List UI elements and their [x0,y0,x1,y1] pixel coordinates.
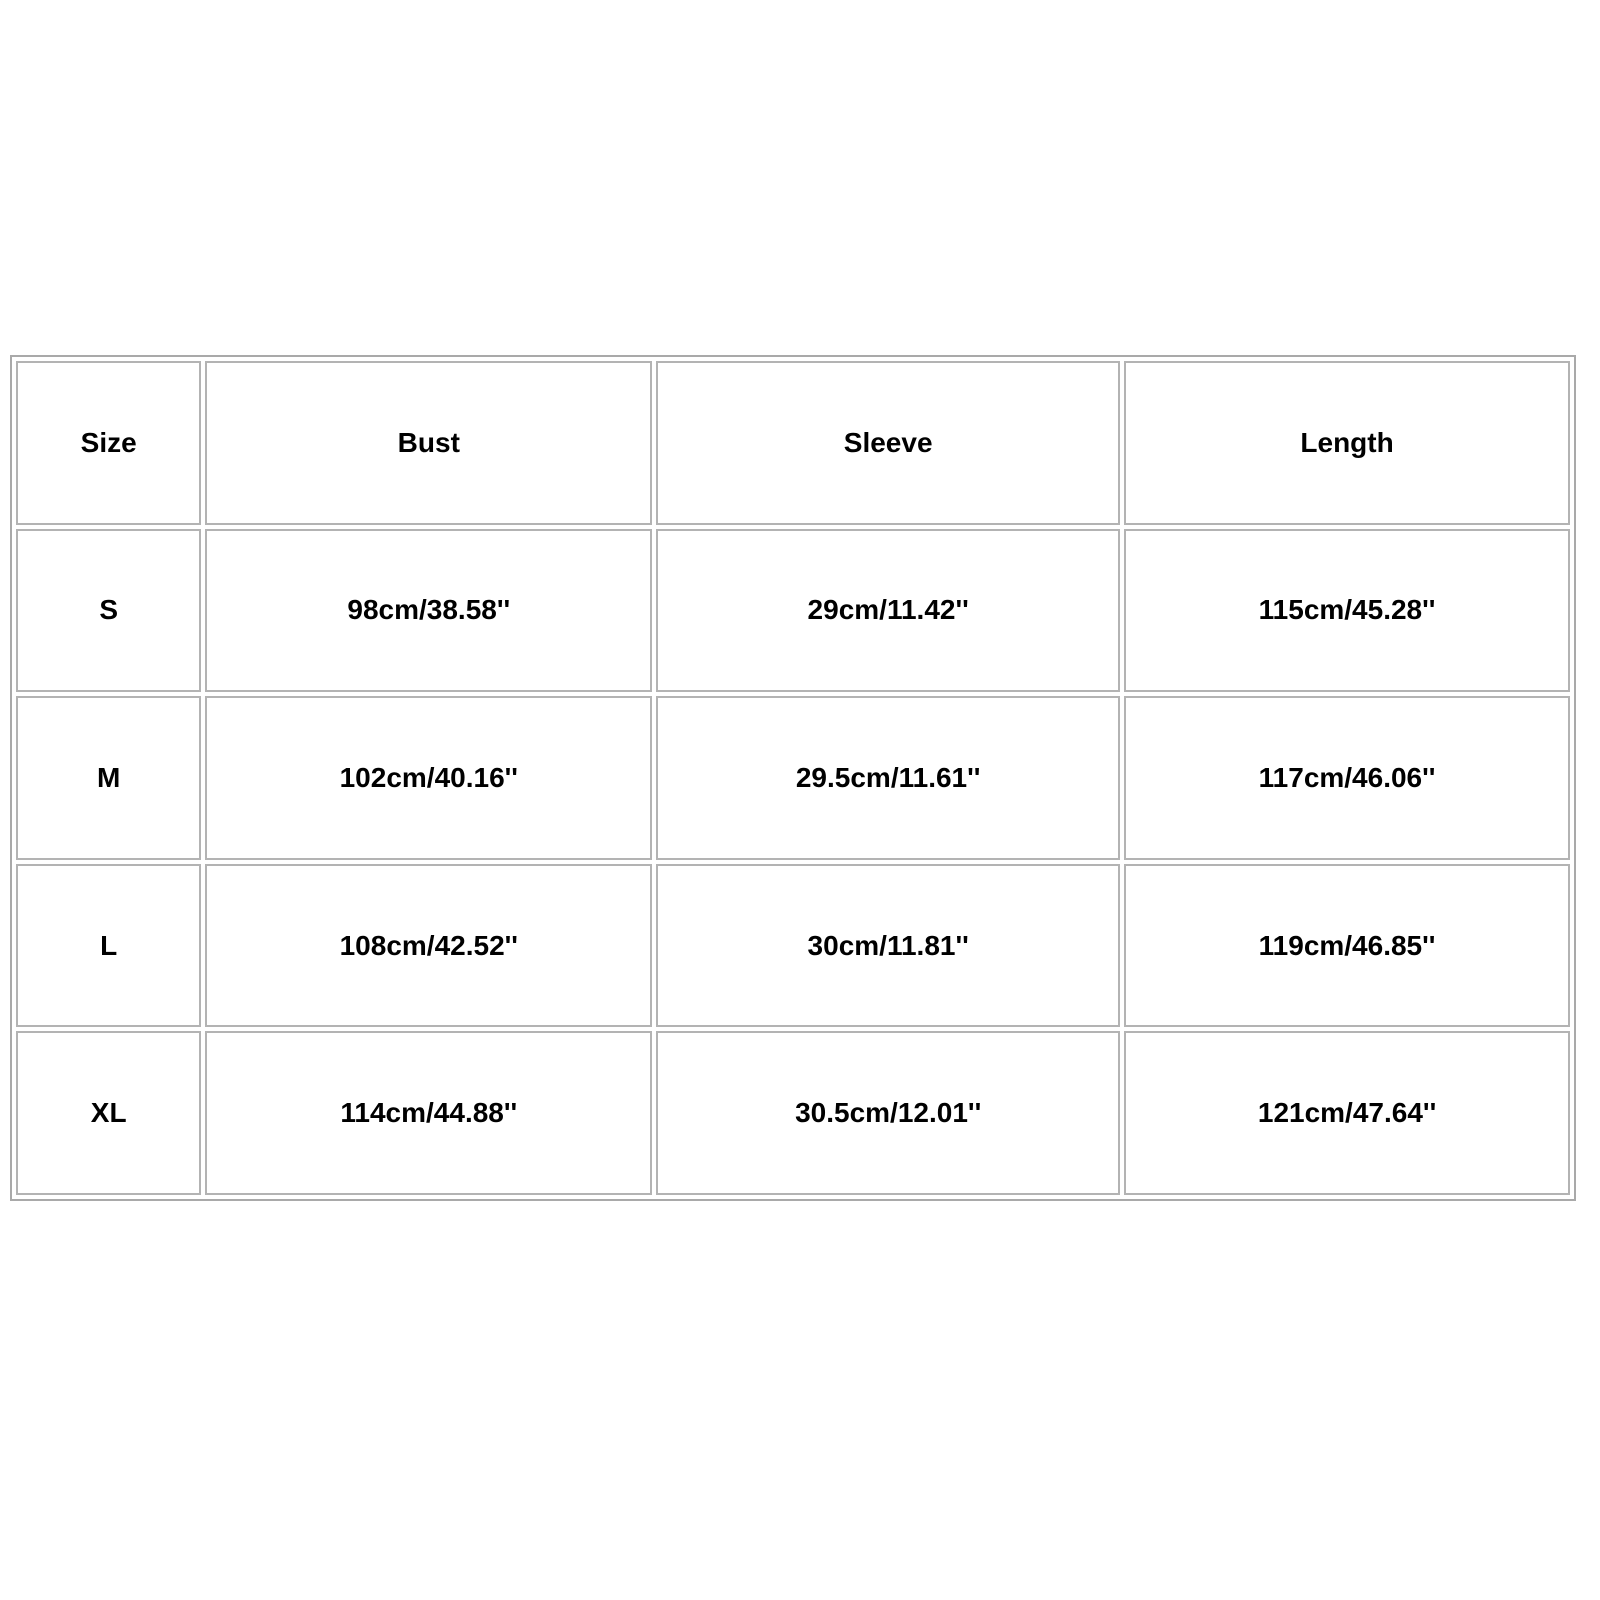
length-cell: 117cm/46.06'' [1124,696,1570,860]
length-cell: 119cm/46.85'' [1124,864,1570,1028]
bust-cell: 102cm/40.16'' [205,696,652,860]
sleeve-cell: 29.5cm/11.61'' [656,696,1120,860]
table-row [16,864,1570,1028]
header-size: Size [16,361,201,525]
length-cell: 121cm/47.64'' [1124,1031,1570,1195]
table-row [16,696,1570,860]
size-cell: XL [16,1031,201,1195]
length-cell: 115cm/45.28'' [1124,529,1570,693]
table-row [16,529,1570,693]
sleeve-cell: 29cm/11.42'' [656,529,1120,693]
bust-cell: 98cm/38.58'' [205,529,652,693]
table-row [16,1031,1570,1195]
header-bust: Bust [205,361,652,525]
size-chart-table [10,355,1576,1201]
sleeve-cell: 30cm/11.81'' [656,864,1120,1028]
size-cell: S [16,529,201,693]
sleeve-cell: 30.5cm/12.01'' [656,1031,1120,1195]
header-length: Length [1124,361,1570,525]
bust-cell: 114cm/44.88'' [205,1031,652,1195]
header-row [16,361,1570,525]
size-cell: M [16,696,201,860]
bust-cell: 108cm/42.52'' [205,864,652,1028]
size-cell: L [16,864,201,1028]
header-sleeve: Sleeve [656,361,1120,525]
